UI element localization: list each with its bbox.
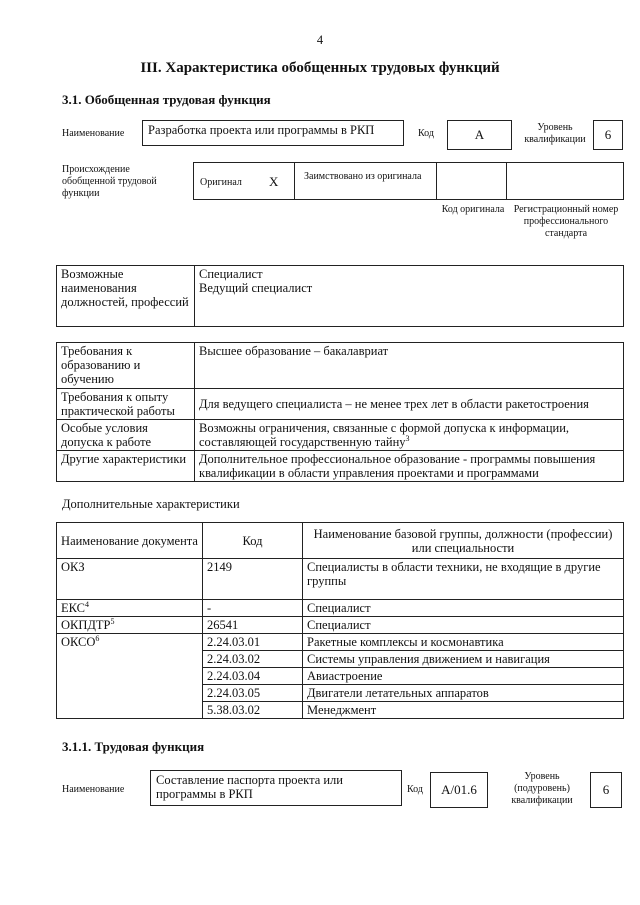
additional-title: Дополнительные характеристики (62, 497, 240, 511)
tf-name-label: Наименование (62, 784, 125, 795)
cell-doc: ОКСО$^6$ (57, 634, 203, 719)
origin-reg-cell (506, 162, 624, 200)
tf-level-box (590, 772, 622, 808)
tf-code-box (430, 772, 488, 808)
gtf-level-box (593, 120, 623, 150)
origin-borrowed-cell (294, 162, 437, 200)
cell-code: 2.24.03.05 (203, 685, 303, 702)
section-title: III. Характеристика обобщенных трудовых функций (140, 60, 500, 76)
requirement-label: Требования к образованию и обучению (57, 343, 195, 389)
cell-code: - (203, 600, 303, 617)
gtf-code-box (447, 120, 512, 150)
tf-level-label: Уровень (подуровень) квалификации (511, 771, 573, 806)
cell-name: Специалист (303, 600, 624, 617)
positions-label: Возможные наименования должностей, профессий (57, 266, 195, 327)
requirement-value: Высшее образование – бакалавриат (195, 343, 624, 389)
cell-code: 2.24.03.04 (203, 668, 303, 685)
cell-name: Ракетные комплексы и космонавтика (303, 634, 624, 651)
origin-original-label: Оригинал (200, 177, 242, 188)
footnote-ref: 3 (405, 433, 410, 443)
requirement-value-cell (195, 420, 624, 451)
requirement-row (57, 343, 624, 389)
footnote-ref: 6 (95, 633, 100, 643)
requirement-label: Требования к опыту практической работы (57, 389, 195, 420)
gtf-code-label: Код (418, 128, 434, 139)
cell-name: Специалист (303, 617, 624, 634)
footnote-ref: 5 (110, 616, 115, 626)
footnote-ref: 4 (85, 599, 89, 609)
additional-table (56, 522, 624, 719)
header-name: Наименование базовой группы, должности (профессии) или специальности (303, 523, 624, 559)
origin-original-mark: Х (269, 174, 279, 189)
cell-name: Специалисты в области техники, не входящие в другие группы (303, 559, 624, 600)
requirement-value: Дополнительное профессиональное образование - программы повышения квалификации в области управления проектами и программами (195, 451, 624, 482)
additional-header-row (57, 523, 624, 559)
cell-code: 2.24.03.01 (203, 634, 303, 651)
requirement-value: Возможны ограничения, связанные с формой допуска к информации, составляющей государственную тайну (199, 421, 570, 449)
tf-name-box (150, 770, 402, 806)
subsection-title: 3.1. Обобщенная трудовая функция (62, 92, 271, 107)
header-doc: Наименование документа (57, 523, 203, 559)
origin-code-cell (436, 162, 507, 200)
table-row (57, 600, 624, 617)
table-row (57, 559, 624, 600)
cell-code: 2149 (203, 559, 303, 600)
origin-label: Происхождение обобщенной трудовой функции (62, 164, 157, 199)
cell-name: Менеджмент (303, 702, 624, 719)
header-code: Код (203, 523, 303, 559)
table-row (57, 617, 624, 634)
requirement-row (57, 389, 624, 420)
tf-code-value: A/01.6 (441, 782, 477, 797)
gtf-level-label: Уровень квалификации (524, 122, 586, 145)
requirements-table (56, 342, 624, 482)
requirement-value: Для ведущего специалиста – не менее трех лет в области ракетостроения (195, 389, 624, 420)
origin-original-cell (193, 162, 295, 200)
cell-doc: ОКПДТР$^5$ (57, 617, 203, 634)
cell-doc: ОКЗ (57, 559, 203, 600)
origin-borrowed-label: Заимствовано из оригинала (304, 171, 422, 182)
gtf-name-box (142, 120, 404, 146)
tf-title: 3.1.1. Трудовая функция (62, 739, 205, 754)
origin-code-caption: Код оригинала (441, 204, 505, 215)
cell-name: Авиастроение (303, 668, 624, 685)
positions-table (56, 265, 624, 327)
tf-level-value: 6 (602, 782, 610, 797)
gtf-level-value: 6 (604, 127, 612, 142)
table-row (57, 634, 624, 651)
cell-name: Двигатели летательных аппаратов (303, 685, 624, 702)
cell-name: Системы управления движением и навигация (303, 651, 624, 668)
requirement-label: Другие характеристики (57, 451, 195, 482)
requirement-row (57, 451, 624, 482)
requirement-row (57, 420, 624, 451)
tf-name-value: Составление паспорта проекта или программы в РКП (156, 773, 343, 801)
cell-code: 2.24.03.02 (203, 651, 303, 668)
cell-doc: ЕКС$^4$ (57, 600, 203, 617)
origin-reg-caption: Регистрационный номер профессионального стандарта (513, 204, 619, 239)
gtf-name-value: Разработка проекта или программы в РКП (148, 123, 375, 137)
page-number: 4 (316, 33, 324, 47)
positions-values (195, 266, 624, 327)
cell-code: 5.38.03.02 (203, 702, 303, 719)
position-item: Специалист (199, 267, 263, 281)
gtf-name-label: Наименование (62, 128, 125, 139)
cell-code: 26541 (203, 617, 303, 634)
requirement-label: Особые условия допуска к работе (57, 420, 195, 451)
tf-code-label: Код (407, 784, 423, 795)
position-item: Ведущий специалист (199, 281, 313, 295)
gtf-code-value: А (474, 127, 485, 142)
